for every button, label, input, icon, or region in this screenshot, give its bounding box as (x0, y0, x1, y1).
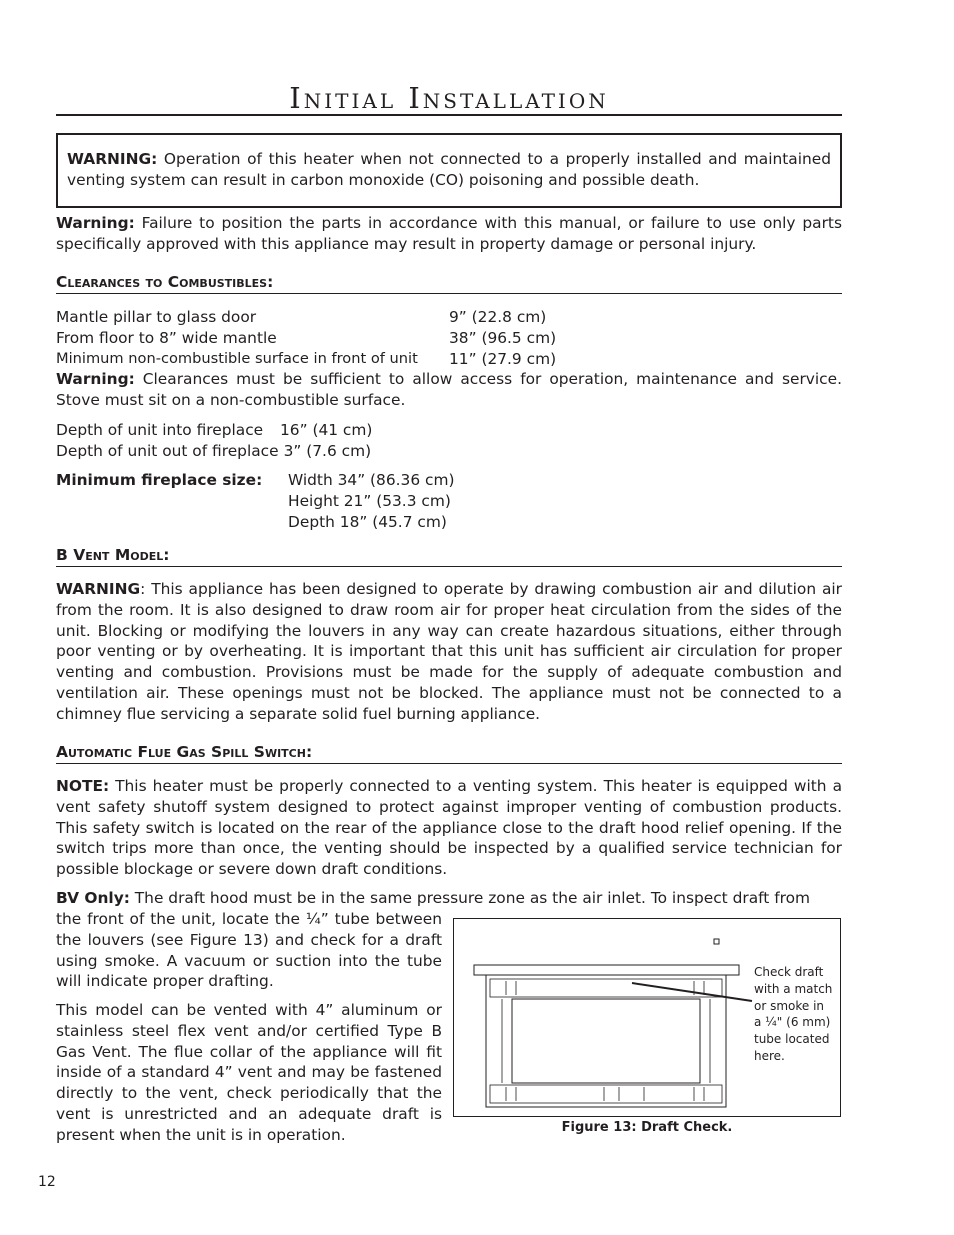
page-title: Initial Installation (289, 81, 609, 115)
min-size-depth: Depth 18” (45.7 cm) (288, 512, 447, 531)
callout-line: or smoke in (754, 998, 825, 1013)
clearance-label: Minimum non-combustible surface in front of unit (56, 349, 418, 367)
vent-text: This model can be vented with 4” aluminum or stainless steel flex vent and/or certified Type B Gas Vent. The flue collar of the appliance will fit inside of a standard 4” vent and may be fastened directly to the vent, check periodically that the vent is unrestricted and an adequate draft is present when the unit is in operation. (56, 1001, 442, 1144)
bvent-heading: B Vent Model: (56, 546, 842, 567)
bv-only-label: BV Only: (56, 889, 130, 907)
parts-warning-label: Warning: (56, 214, 135, 232)
min-size-height: Height 21” (53.3 cm) (288, 491, 451, 510)
title-rule (56, 114, 842, 116)
clearance-label: Mantle pillar to glass door (56, 308, 257, 326)
clearance-row (56, 328, 842, 349)
bvent-warning-label: WARNING (56, 580, 141, 598)
spill-note-label: NOTE: (56, 777, 110, 795)
clearance-label: From floor to 8” wide mantle (56, 328, 277, 347)
bv-only-line-text: The draft hood must be in the same pressure zone as the air inlet. To inspect draft from (129, 889, 811, 907)
clearance-row (56, 349, 842, 370)
depth-row (56, 420, 556, 441)
co-warning-box (56, 133, 842, 208)
depth-value: 16” (41 cm) (280, 421, 373, 439)
figure-caption: Figure 13: Draft Check. (561, 1120, 733, 1135)
bv-only-text: the front of the unit, locate the ¼” tube between the louvers (see Figure 13) and check for a draft using smoke. A vacuum or suction into the tube will indicate proper drafting. (56, 910, 442, 991)
bvent-warning-text: : This appliance has been designed to operate by drawing combustion air and dilution air from the room. It is also designed to draw room air for proper heat circulation from the sides of the unit. Blocking or modifying the louvers in any way can create hazardous situations, either through poor venting or by overheating. It is important that this unit has sufficient air circulation for proper venting and combustion. Provisions must be made for the supply of adequate combustion and ventilation air. These openings must not be blocked. The appliance must not be connected to a chimney flue servicing a separate solid fuel burning appliance. (56, 580, 842, 723)
callout-line: Check draft (754, 965, 824, 979)
spill-note-text: This heater must be properly connected to a venting system. This heater is equipped with a vent safety shutoff system designed to protect against improper venting of combustion products. This safety switch is located on the rear of the appliance close to the draft hood relief opening. If the switch trips more than once, the venting should be inspected by a qualified service technician for possible blockage or severe down draft conditions. (56, 777, 842, 879)
min-size-label: Minimum fireplace size: (56, 471, 263, 489)
min-size-values (288, 470, 454, 532)
callout-line: a ¼" (6 mm) (754, 1015, 831, 1030)
co-warning-label: WARNING: (67, 150, 158, 168)
parts-warning (56, 213, 842, 255)
clearances-table (56, 307, 842, 411)
depth-table (56, 420, 556, 462)
callout-line: here. (754, 1048, 785, 1063)
min-fireplace-size (56, 470, 556, 532)
callout-line: with a match (754, 981, 833, 996)
depth-value: 3” (7.6 cm) (283, 441, 372, 460)
draft-check-figure (453, 918, 841, 1117)
callout-line: tube located (754, 1032, 830, 1047)
spill-switch-heading: Automatic Flue Gas Spill Switch: (56, 743, 842, 764)
clearance-value: 9” (22.8 cm) (449, 308, 547, 326)
page-number: 12 (38, 1174, 56, 1190)
clearance-value: 38” (96.5 cm) (449, 328, 557, 347)
clearance-warning-text: Clearances must be sufficient to allow access for operation, maintenance and service. Stove must sit on a non-combustible surface. (56, 370, 842, 410)
clearances-heading: Clearances to Combustibles: (56, 273, 842, 294)
co-warning-text: Operation of this heater when not connected to a properly installed and maintained venting system can result in carbon monoxide (CO) poisoning and possible death. (67, 150, 831, 189)
bv-only-line (56, 888, 842, 909)
clearance-row (56, 307, 842, 328)
bvent-warning (56, 579, 842, 725)
figure-callout (754, 964, 840, 1065)
min-size-width: Width 34” (86.36 cm) (288, 471, 455, 489)
depth-row (56, 441, 556, 462)
clearance-value: 11” (27.9 cm) (449, 349, 557, 368)
clearance-warning-label: Warning: (56, 370, 135, 389)
spill-note (56, 776, 842, 880)
parts-warning-text: Failure to position the parts in accordance with this manual, or failure to use only parts specifically approved with this appliance may result in property damage or personal injury. (56, 214, 842, 253)
depth-label: Depth of unit out of fireplace (56, 441, 279, 460)
clearance-warning (56, 369, 842, 411)
depth-label: Depth of unit into fireplace (56, 421, 264, 439)
